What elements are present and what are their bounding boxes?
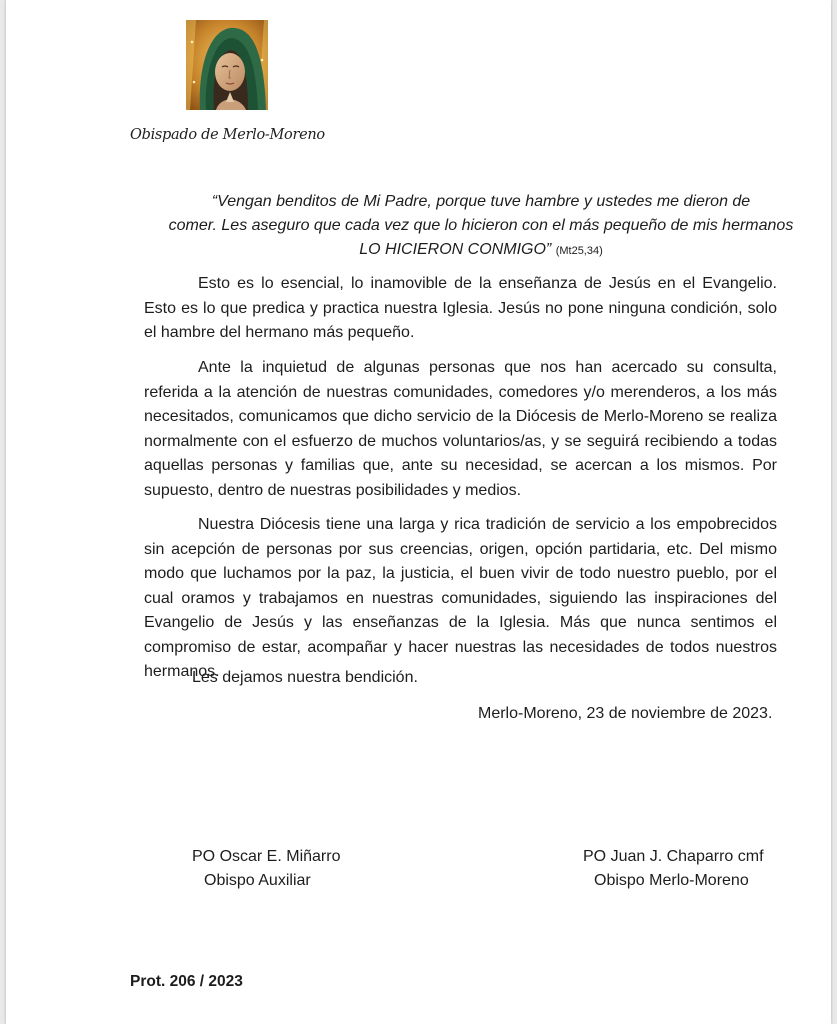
signer-title: Obispo Auxiliar	[204, 872, 311, 889]
signature-diocesan-bishop	[583, 845, 764, 893]
signer-title: Obispo Merlo-Moreno	[594, 872, 749, 889]
paragraph-tradition: Nuestra Diócesis tiene una larga y rica tradición de servicio a los empobrecidos sin acepción de personas por sus creencias, origen, opción partidaria, etc. Del mismo modo que luchamos por la paz, la justicia, el buen vivir de todo nuestro pueblo, por el cual oramos y trabajamos en nuestras comunidades, siguiendo las inspiraciones del Evangelio de Jesús y las enseñanzas de la Iglesia. Más que nunca sentimos el compromiso de estar, acompañar y hacer nuestras las necesidades de todos nuestros hermanos.	[144, 516, 777, 680]
quote-line: LO HICIERON CONMIGO”	[359, 241, 552, 258]
signer-name: PO Juan J. Chaparro cmf	[583, 848, 764, 865]
quote-line: “Vengan benditos de Mi Padre, porque tuve hambre y ustedes me dieron de	[211, 193, 751, 210]
signature-auxiliary-bishop	[192, 845, 340, 893]
paragraph-essence: Esto es lo esencial, lo inamovible de la enseñanza de Jesús en el Evangelio. Esto es lo que predica y practica nuestra Iglesia. Jesús no pone ninguna condición, solo el hambre del hermano más pequeño.	[144, 275, 777, 341]
virgin-of-guadalupe-image	[186, 20, 268, 110]
place-date: Merlo-Moreno, 23 de noviembre de 2023.	[478, 705, 773, 722]
quote-line: comer. Les aseguro que cada vez que lo hicieron con el más pequeño de mis hermanos	[168, 217, 794, 234]
quote-line-final	[126, 238, 836, 263]
bishopric-name: Obispado de Merlo-Moreno	[130, 127, 325, 143]
paragraph-announcement: Ante la inquietud de algunas personas que nos han acercado su consulta, referida a la atención de nuestras comunidades, comedores y/o merenderos, a los más necesitados, comunicamos que dicho servicio de la Diócesis de Merlo-Moreno se realiza normalmente con el esfuerzo de muchos voluntarios/as, y se seguirá recibiendo a todas aquellas personas y familias que, ante su necesidad, se acercan a los mismos. Por supuesto, dentro de nuestras posibilidades y medios.	[144, 359, 777, 499]
gospel-quote	[126, 190, 836, 263]
protocol-number: Prot. 206 / 2023	[130, 973, 243, 990]
signer-name: PO Oscar E. Miñarro	[192, 848, 341, 865]
letter-page	[6, 0, 831, 1024]
quote-citation: (Mt25,34)	[555, 245, 603, 257]
blessing-line: Les dejamos nuestra bendición.	[192, 669, 418, 686]
